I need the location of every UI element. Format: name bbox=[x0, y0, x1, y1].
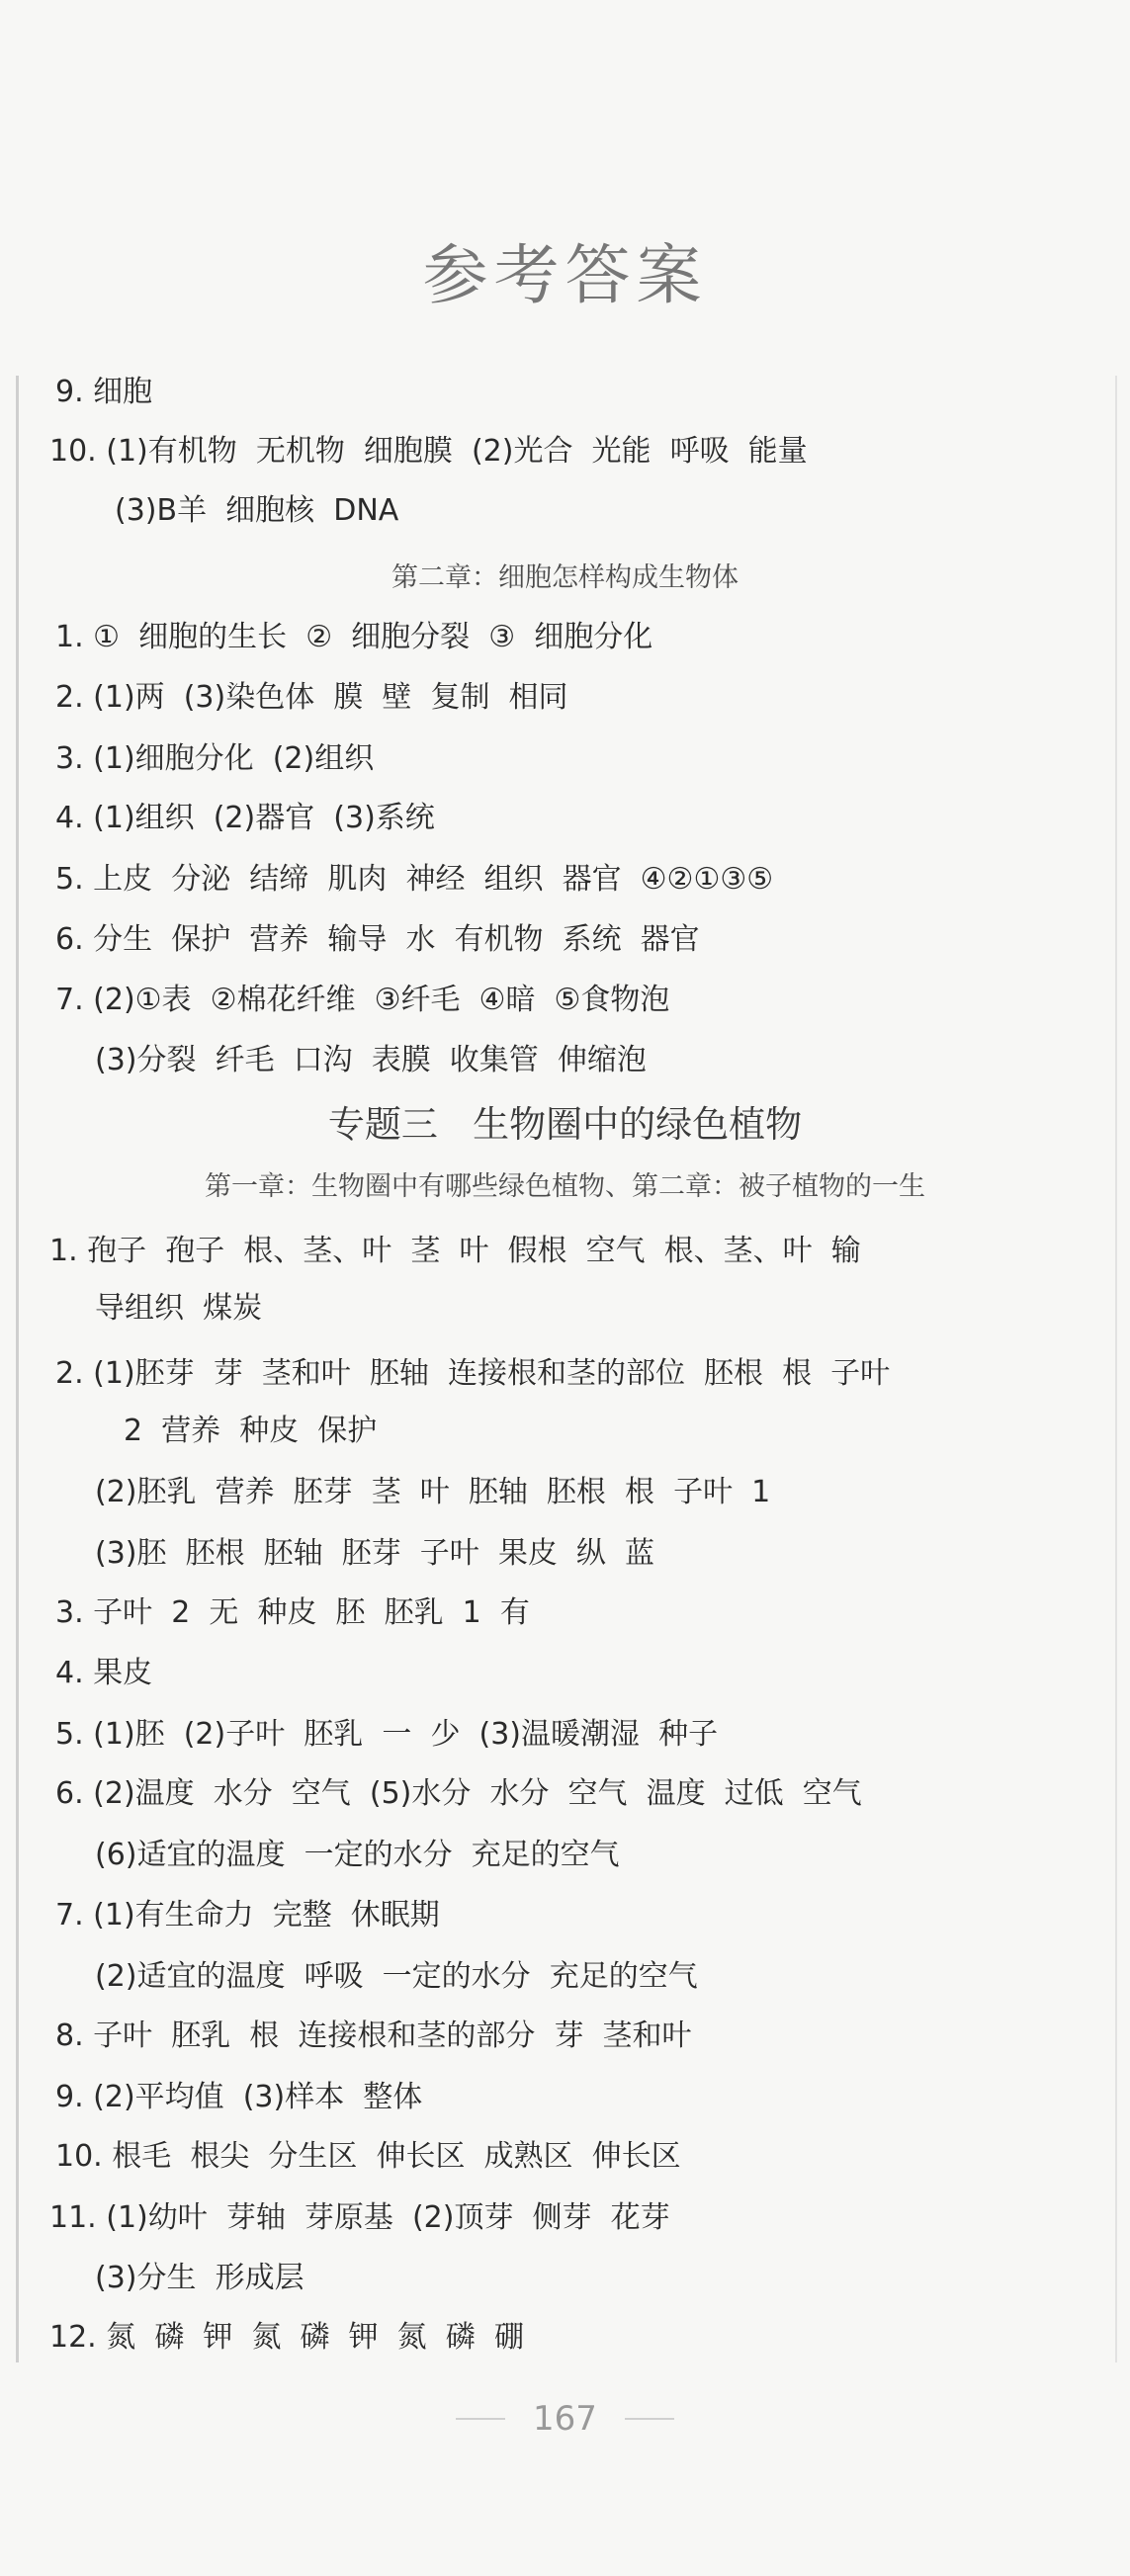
answer-line: 11. (1)幼叶 芽轴 芽原基 (2)顶芽 侧芽 花芽 bbox=[49, 2200, 670, 2235]
answer-line: 3. (1)细胞分化 (2)组织 bbox=[55, 741, 375, 776]
answer-line: 2. (1)胚芽 芽 茎和叶 胚轴 连接根和茎的部位 胚根 根 子叶 bbox=[55, 1356, 891, 1391]
left-margin-rule bbox=[16, 376, 19, 2362]
answer-line: 4. 果皮 bbox=[55, 1656, 153, 1690]
answer-line: 1. ① 细胞的生长 ② 细胞分裂 ③ 细胞分化 bbox=[55, 620, 653, 654]
page-number: 167 bbox=[533, 2399, 597, 2439]
answer-line: 6. (2)温度 水分 空气 (5)水分 水分 空气 温度 过低 空气 bbox=[55, 1776, 862, 1811]
footer-dash-left bbox=[456, 2418, 505, 2420]
answer-line: 导组织 煤炭 bbox=[95, 1291, 263, 1326]
answer-line: 7. (2)①表 ②棉花纤维 ③纤毛 ④暗 ⑤食物泡 bbox=[55, 983, 670, 1017]
footer-dash-right bbox=[625, 2418, 674, 2420]
answer-line: 10. 根毛 根尖 分生区 伸长区 成熟区 伸长区 bbox=[55, 2139, 681, 2174]
page-footer bbox=[0, 2394, 1130, 2444]
answer-line: (3)分生 形成层 bbox=[95, 2261, 304, 2295]
section-heading: 专题三 生物圈中的绿色植物 bbox=[327, 1103, 803, 1146]
answer-line: 10. (1)有机物 无机物 细胞膜 (2)光合 光能 呼吸 能量 bbox=[49, 434, 808, 469]
answer-line: (3)分裂 纤毛 口沟 表膜 收集管 伸缩泡 bbox=[95, 1043, 647, 1077]
answer-line: 4. (1)组织 (2)器官 (3)系统 bbox=[55, 801, 435, 835]
answer-line: 1. 孢子 孢子 根、茎、叶 茎 叶 假根 空气 根、茎、叶 输 bbox=[49, 1234, 861, 1268]
answer-line: (6)适宜的温度 一定的水分 充足的空气 bbox=[95, 1838, 620, 1872]
answer-line: 6. 分生 保护 营养 输导 水 有机物 系统 器官 bbox=[55, 922, 700, 957]
answer-line: 9. (2)平均值 (3)样本 整体 bbox=[55, 2080, 423, 2114]
answer-line: 12. 氮 磷 钾 氮 磷 钾 氮 磷 硼 bbox=[49, 2320, 524, 2355]
right-margin-rule bbox=[1115, 376, 1117, 2362]
answer-line: 9. 细胞 bbox=[55, 375, 153, 409]
answer-line: 2. (1)两 (3)染色体 膜 壁 复制 相同 bbox=[55, 680, 568, 715]
answer-line: 5. (1)胚 (2)子叶 胚乳 一 少 (3)温暖潮湿 种子 bbox=[55, 1717, 719, 1752]
answer-line: 8. 子叶 胚乳 根 连接根和茎的部分 芽 茎和叶 bbox=[55, 2018, 692, 2053]
answer-line: (2)适宜的温度 呼吸 一定的水分 充足的空气 bbox=[95, 1959, 698, 1994]
answer-line: 2 营养 种皮 保护 bbox=[124, 1414, 378, 1448]
answer-line: (3)胚 胚根 胚轴 胚芽 子叶 果皮 纵 蓝 bbox=[95, 1536, 655, 1571]
chapter-heading: 第一章：生物圈中有哪些绿色植物、第二章：被子植物的一生 bbox=[205, 1171, 925, 1202]
page-title: 参考答案 bbox=[422, 237, 708, 313]
answer-line: (3)B羊 细胞核 DNA bbox=[115, 493, 399, 528]
answer-line: (2)胚乳 营养 胚芽 茎 叶 胚轴 胚根 根 子叶 1 bbox=[95, 1475, 771, 1509]
answer-line: 5. 上皮 分泌 结缔 肌肉 神经 组织 器官 ④②①③⑤ bbox=[55, 862, 774, 897]
chapter-heading: 第二章：细胞怎样构成生物体 bbox=[391, 562, 739, 593]
answer-line: 3. 子叶 2 无 种皮 胚 胚乳 1 有 bbox=[55, 1595, 530, 1630]
answer-line: 7. (1)有生命力 完整 休眠期 bbox=[55, 1898, 440, 1932]
